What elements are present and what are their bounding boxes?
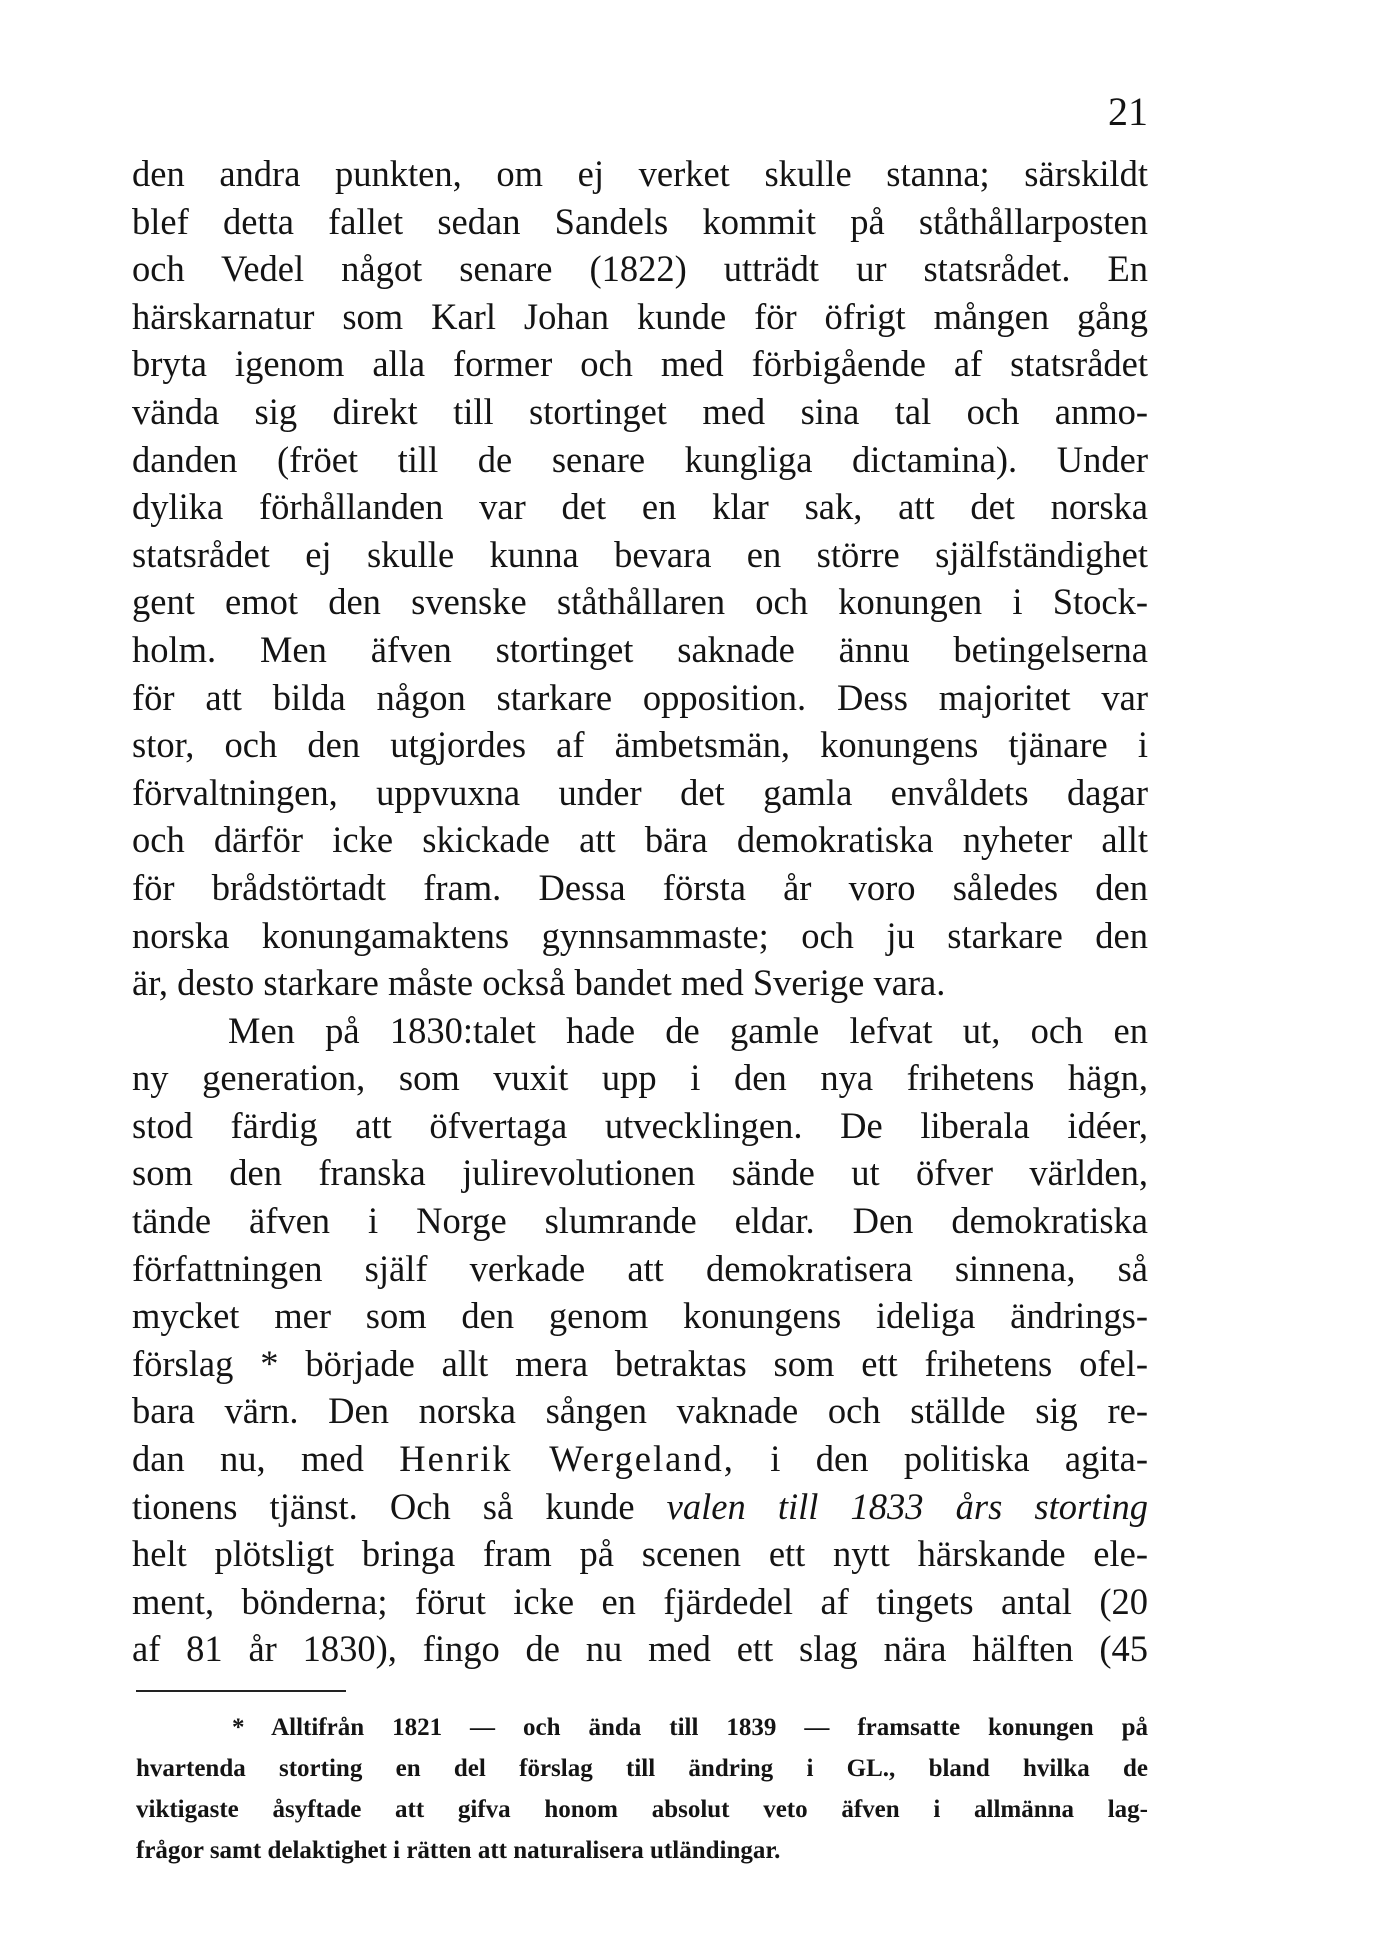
text-line: förvaltningen, uppvuxna under det gamla envåldets dagar (132, 771, 1148, 813)
text-line: stor, och den utgjordes af ämbetsmän, konungens tjänare i (132, 724, 1148, 766)
text-line: och Vedel något senare (1822) utträdt ur statsrådet. En (132, 248, 1148, 290)
text-line: härskarnatur som Karl Johan kunde för öfrigt mången gång (132, 295, 1148, 337)
text-line: ment, bönderna; förut icke en fjärdedel af tingets antal (20 (132, 1580, 1148, 1622)
spaced-name: Henrik Wergeland, (399, 1438, 735, 1480)
text-line: författningen själf verkade att demokratisera sinnena, så (132, 1247, 1148, 1289)
text-line: vända sig direkt till stortinget med sina tal och anmo- (132, 390, 1148, 432)
text-line: blef detta fallet sedan Sandels kommit på ståthållarposten (132, 200, 1148, 242)
text-line: danden (fröet till de senare kungliga dictamina). Under (132, 438, 1148, 480)
text-line: är, desto starkare måste också bandet med Sverige vara. (132, 962, 946, 1004)
text-line: den andra punkten, om ej verket skulle stanna; särskildt (132, 153, 1148, 194)
text-line: dylika förhållanden var det en klar sak, att det norska (132, 486, 1148, 528)
footnote (136, 1707, 1148, 1871)
text-line-mixed (132, 1435, 1148, 1483)
text-run: i den politiska agita- (770, 1438, 1149, 1480)
text-line: för brådstörtadt fram. Dessa första år voro således den (132, 866, 1148, 908)
text-line: tände äfven i Norge slumrande eldar. Den demokratiska (132, 1200, 1148, 1242)
footnote-line: frågor samt delaktighet i rätten att naturalisera utländingar. (136, 1837, 781, 1864)
text-line: mycket mer som den genom konungens ideliga ändrings- (132, 1295, 1148, 1337)
text-line: som den franska julirevolutionen sände ut öfver världen, (132, 1152, 1148, 1194)
text-line: norska konungamaktens gynnsammaste; och ju starkare den (132, 914, 1148, 956)
italic-phrase: valen till 1833 års storting (666, 1485, 1148, 1527)
text-line: förslag * började allt mera betraktas som ett frihetens ofel- (132, 1342, 1148, 1384)
text-run: dan nu, med (132, 1438, 364, 1480)
text-line: gent emot den svenske ståthållaren och konungen i Stock- (132, 581, 1148, 623)
text-line: helt plötsligt bringa fram på scenen ett nytt härskande ele- (132, 1533, 1148, 1575)
footnote-divider (136, 1690, 346, 1692)
text-line: ny generation, som vuxit upp i den nya frihetens hägn, (132, 1057, 1148, 1099)
text-line: bryta igenom alla former och med förbigående af statsrådet (132, 343, 1148, 385)
text-line: bara värn. Den norska sången vaknade och ställde sig re- (132, 1390, 1148, 1432)
text-line: statsrådet ej skulle kunna bevara en större själfständighet (132, 533, 1148, 575)
page-number: 21 (1108, 89, 1148, 134)
text-line: för att bilda någon starkare opposition. Dess majoritet var (132, 676, 1148, 718)
text-run: tionens tjänst. Och så kunde (132, 1485, 635, 1527)
footnote-line: * Alltifrån 1821 — och ända till 1839 — framsatte konungen på (232, 1714, 1148, 1741)
text-line-mixed (132, 1483, 1148, 1531)
text-line: holm. Men äfven stortinget saknade ännu betingelserna (132, 628, 1148, 670)
text-line: Men på 1830:talet hade de gamle lefvat ut, och en (228, 1009, 1148, 1051)
text-line: af 81 år 1830), fingo de nu med ett slag nära hälften (45 (132, 1628, 1148, 1670)
footnote-line: viktigaste åsyftade att gifva honom absolut veto äfven i allmänna lag- (136, 1796, 1148, 1823)
text-line: och därför icke skickade att bära demokratiska nyheter allt (132, 819, 1148, 861)
body-text (132, 150, 1148, 1673)
footnote-line: hvartenda storting en del förslag till ändring i GL., bland hvilka de (136, 1755, 1148, 1782)
text-line: stod färdig att öfvertaga utvecklingen. De liberala idéer, (132, 1104, 1148, 1146)
